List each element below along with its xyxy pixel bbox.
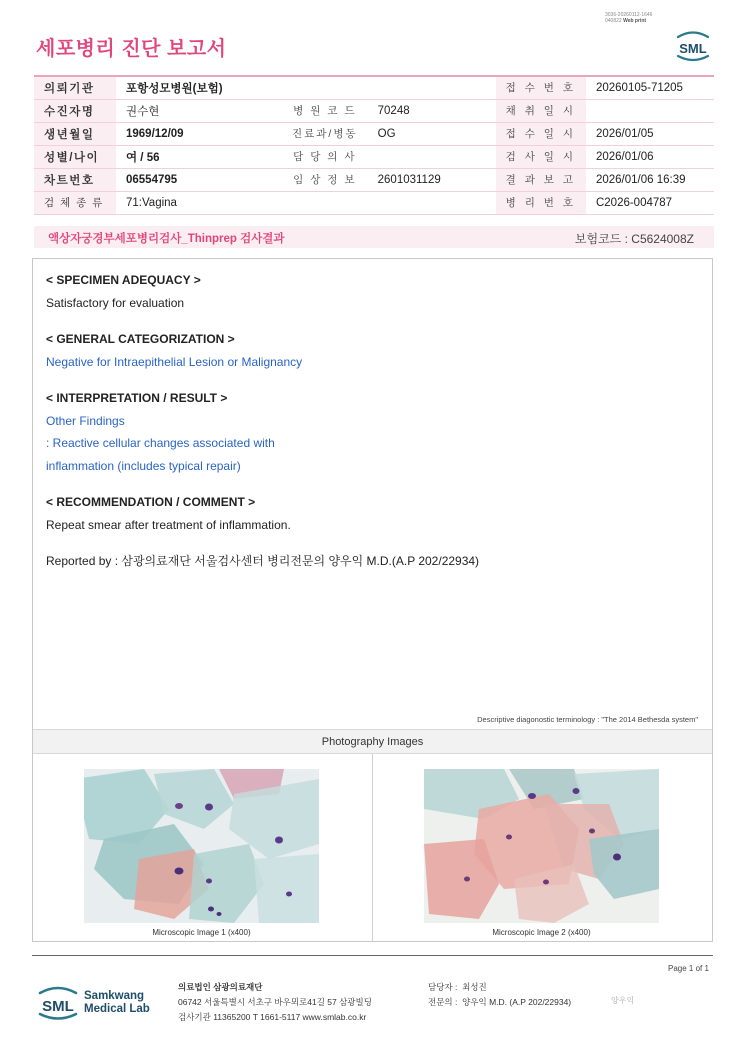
test-name: 액상자궁경부세포병리검사_Thinprep 검사결과 [48,233,285,245]
info-label [282,191,368,214]
info-value: OG [368,122,496,145]
interpretation-line1: Other Findings [46,413,125,428]
info-label: 진료과/병동 [282,122,368,145]
info-label: 결 과 보 고 [496,168,586,191]
footer-logo-text: SML [42,998,74,1015]
info-value: 70248 [368,99,496,122]
info-label: 병 리 번 호 [496,191,586,214]
info-label: 담 당 의 사 [282,145,368,168]
footer-logo [36,983,156,1023]
footer-divider [32,955,713,956]
info-row [34,99,714,122]
page-title: 세포병리 진단 보고서 [36,38,227,60]
info-label: 생년월일 [34,122,116,145]
org-name: 의료법인 삼광의료재단 [178,982,263,992]
info-row [34,145,714,168]
info-value: 권수현 [116,99,282,122]
photo-divider [372,754,373,942]
org-contact: 검사기관 11365200 T 1661-5117 www.smlab.co.kr [178,1012,367,1022]
info-label: 성별/나이 [34,145,116,168]
patient-info-table [34,75,714,215]
microscopic-image-2 [424,769,659,923]
print-id-line2: 040822 [605,18,622,24]
image-1-caption: Microscopic Image 1 (x400) [152,928,251,937]
info-value [368,76,496,99]
staff-info [428,980,571,1010]
organization-info [178,980,372,1025]
staff-label: 담당자 : [428,982,458,992]
logo-text: SML [679,41,707,56]
info-value: 20260105-71205 [586,76,714,99]
info-label: 접 수 번 호 [496,76,586,99]
info-label: 검 사 일 시 [496,145,586,168]
report-content [46,269,479,573]
category-text: Negative for Intraepithelial Lesion or Malignancy [46,354,303,369]
image-2-caption: Microscopic Image 2 (x400) [492,928,591,937]
interpretation-line2: : Reactive cellular changes associated with [46,436,275,450]
info-label: 의뢰기관 [34,76,116,99]
info-label: 검 체 종 류 [34,191,116,214]
info-row [34,122,714,145]
info-value: 2026/01/06 16:39 [586,168,714,191]
info-label: 임 상 정 보 [282,168,368,191]
page-number: Page 1 of 1 [668,964,709,973]
info-value: 2601031129 [368,168,496,191]
info-label: 수진자명 [34,99,116,122]
info-value [368,145,496,168]
specialist-name: 양우익 M.D. (A.P 202/22934) [462,997,572,1007]
interpretation-heading: < INTERPRETATION / RESULT > [46,391,228,405]
info-label: 접 수 일 시 [496,122,586,145]
info-value: 71:Vagina [116,191,282,214]
info-row [34,168,714,191]
interpretation-line3: inflammation (includes typical repair) [46,458,241,473]
category-heading: < GENERAL CATEGORIZATION > [46,332,235,346]
test-bar [34,226,714,248]
info-row [34,191,714,214]
insurance-code: 보험코드 : C5624008Z [574,232,694,246]
info-value: 06554795 [116,168,282,191]
info-value: 2026/01/06 [586,145,714,168]
info-value: C2026-004787 [586,191,714,214]
staff-name: 최성진 [462,982,487,992]
brand-line2: Medical Lab [84,1003,150,1015]
info-label: 차트번호 [34,168,116,191]
signature: 양우익 [611,996,635,1005]
info-label: 병 원 코 드 [282,99,368,122]
photo-section-heading: Photography Images [33,729,712,754]
recommendation-heading: < RECOMMENDATION / COMMENT > [46,495,256,509]
info-label [282,76,368,99]
info-value: 포항성모병원(보험) [116,76,282,99]
adequacy-text: Satisfactory for evaluation [46,295,185,310]
adequacy-heading: < SPECIMEN ADEQUACY > [46,273,201,287]
specialist-label: 전문의 : [428,997,458,1007]
print-id-line1: 3036-20260112-1646 [605,12,653,18]
sml-logo [674,28,712,64]
info-value: 1969/12/09 [116,122,282,145]
info-label: 채 취 일 시 [496,99,586,122]
info-value [368,191,496,214]
reported-by: Reported by : 삼광의료재단 서울검사센터 병리전문의 양우익 M.D.(A.P 202/22934) [46,554,480,568]
org-address: 06742 서울특별시 서초구 바우뫼로41길 57 삼광빌딩 [178,997,372,1007]
info-value: 여 / 56 [116,145,282,168]
brand-line1: Samkwang [84,990,145,1002]
print-mode: Web print [623,18,647,24]
recommendation-text: Repeat smear after treatment of inflammation. [46,517,291,532]
report-box [32,258,713,942]
info-row [34,76,714,99]
print-id [605,12,695,24]
info-value: 2026/01/05 [586,122,714,145]
info-value [586,99,714,122]
microscopic-image-1 [84,769,319,923]
terminology-note: Descriptive diagonostic terminology : "The 2014 Bethesda system" [477,715,698,724]
